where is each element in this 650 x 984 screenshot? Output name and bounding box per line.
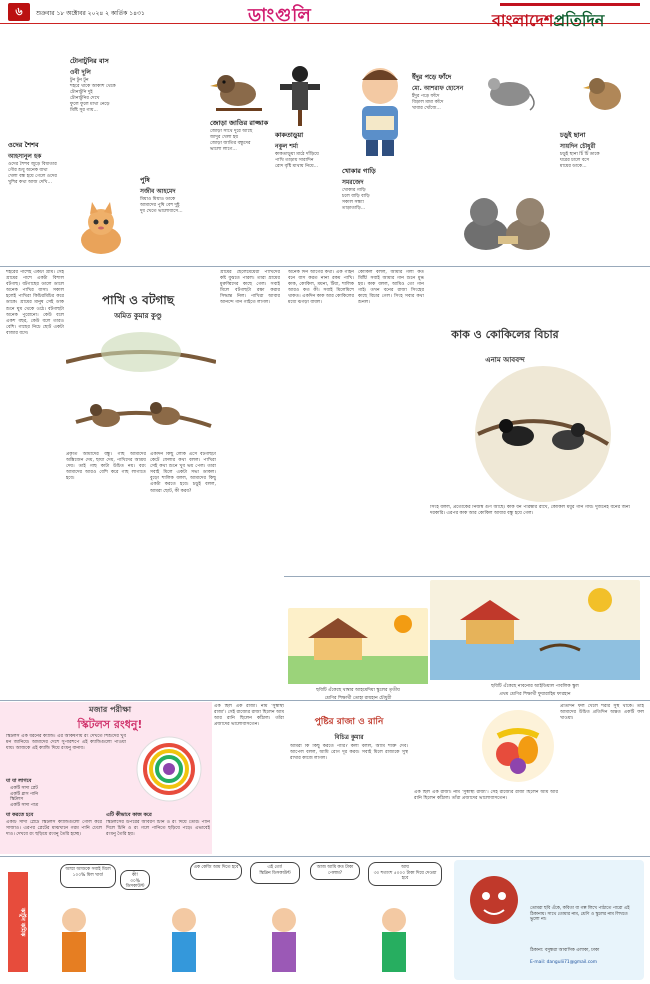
mouse-icon (480, 64, 535, 112)
section-divider (0, 700, 650, 701)
drawing-2-caption: ছবিটি এঁকেছে থাম্বার আহমেদিয়া স্কুলের তৃতীয় শ্রেণির শিক্ষার্থী তোহা রায়হান চৌধুরী (316, 688, 400, 701)
needs-heading: যা যা লাগবে (6, 778, 32, 784)
poem-body: চড়ুই ছানা চিঁ চিঁ ডাকে ঘরের চালে বসে মায়ের ডাকে... (560, 152, 600, 169)
boy-reading-illustration (340, 60, 420, 160)
scarecrow-illustration (275, 62, 325, 126)
village-drawing-icon (430, 580, 640, 680)
section-divider (0, 856, 650, 857)
rainbow-plate-icon (130, 734, 208, 804)
poem-2 (8, 140, 70, 186)
cats-icon (458, 186, 558, 256)
poem-body: কাকতাড়ুয়া মাঠে দাঁড়িয়ে পাখি তাড়ায় সারাদিন রোদ বৃষ্টি মাথায় নিয়ে... (275, 152, 319, 169)
birds-article-col4: প্রকৃতি আমাদের বন্ধু। গাছ আমাদের অক্সিজেন দেয়, ছায়া দেয়, পাখিদের আশ্রয় দেয়। তাই গাছ কাটা উচিত নয়। বরং আমাদের আরও বেশি করে গাছ লাগাতে হবে। (66, 452, 146, 482)
need-item: একটি সাদা প্লেট (10, 786, 38, 791)
poem-title: কাকতাড়ুয়া (275, 131, 304, 139)
poem-5 (275, 130, 337, 170)
mascot-icon (464, 870, 524, 930)
fruit-story-author: বিচিত্র কুমার (334, 734, 364, 741)
poem-author: সজীব আহমেদ (140, 188, 176, 195)
submission-text: তোমরা ছবি এঁকে, কবিতা বা গল্প লিখে পাঠাতে পারো এই ঠিকানায়। সাথে তোমার নাম, শ্রেণি ও স্কুলের নাম লিখতে ভুলো না। (530, 906, 630, 922)
section-divider (0, 266, 650, 267)
poem-title: টোনাটুনির বাস (70, 57, 109, 65)
header-accent-bar (500, 3, 640, 6)
birds-article-author: অমিত কুমার কুণ্ডু (114, 312, 162, 320)
supplement-logo: ডাংগুলি (248, 5, 312, 26)
poem-author: আহসানুল হক (8, 153, 42, 160)
crow-koel-illustration (468, 364, 618, 504)
crow-article-author: এনাম আববন্দ (485, 356, 525, 364)
fruit-story-title: পুষ্টির রাজা ও রানি (314, 717, 384, 727)
sparrow-illustration (206, 62, 268, 120)
house-drawing-icon (288, 608, 428, 684)
birds-article-title: পাখি ও বটগাছ (102, 293, 174, 307)
mascot-illustration (464, 870, 524, 930)
poem-author: মো. আশরাফ হোসেন (412, 85, 464, 92)
method-heading: যা করতে হবে (6, 812, 34, 818)
cat-icon (70, 200, 132, 258)
fruit-story-col1: এক ছিল এক রাজা। নাম 'সুস্বাস্থ্য রাজ্য'। সেই রাজ্যের রাজা ছিলেন আম আর রানি ছিলেন কাঁঠাল। তাঁরা প্রজাদের ভালোবাসতেন। (214, 704, 284, 728)
mouse-illustration (480, 64, 535, 112)
newspaper-logo (492, 8, 604, 35)
poem-1 (70, 56, 132, 114)
poem-title: জোড়া জাতির রাজ্জাক (210, 119, 269, 127)
submission-email[interactable]: E-mail: dangulii71@gmail.com (530, 960, 598, 965)
need-item: একটি সাদা পাত্র (10, 802, 39, 808)
poem-body: মিয়াও মিয়াও ডাকে আমাদের পুষি বেশ দুষ্টু দুধ খেতে ভালোবাসে... (140, 197, 183, 214)
crow-article-col3: সিংহ বলল, প্রত্যেকের নিজস্ব গুণ আছে। কাক বন পরিষ্কার রাখে, কোকিল মধুর গান গায়। দুজনেই বনের জন্য দরকারি। এরপর কাক আর কোকিল আবার বন্ধু হয়ে গেল। (430, 505, 630, 517)
need-item: স্কিটলস (10, 797, 23, 802)
bird-branch-icon (66, 322, 216, 448)
experiment-method: একটি সাদা প্লেটে স্কিটলস ক্যান্ডিগুলো গোল করে সাজাও। এরপর প্লেটের মাঝখানে গরম পানি ঢেলে দাও। দেখবে রং ছড়িয়ে রংধনু তৈরি হচ্ছে। (6, 820, 102, 838)
birds-article-col2: একদিন কিছু লোক এসে বটগাছটা কেটে ফেলার কথা বলল। পাখিরা সেই কথা শুনে খুব ভয় পেল। তারা সবাই মিলে একটা সভা ডাকল। বুড়ো শালিক বলল, আমাদের কিছু একটা করতে হবে। চড়ুই বলল, আমরা ছোট, কী করব? (150, 452, 216, 494)
section-divider (284, 576, 650, 577)
experiment-intro: স্কিটলস এক ধরনের ক্যান্ডি। এর আকর্ষণীয় রং দেখতে শিশুদের খুব মন জানিয়ে। আমাদের দেশে সুপারশপে এই ক্যান্ডিগুলো পাওয়া যায়। আজকে এই ক্যান্ডি দিয়ে রংধনু বানাব। (6, 734, 126, 752)
poem-title: ইঁদুর পড়ে ফাঁদে (412, 73, 452, 81)
poem-3 (140, 175, 202, 215)
experiment-heading: মজার পরীক্ষা (88, 705, 132, 714)
experiment-science: স্কিটলসের উপরের আবরণ চিনি ও রং দিয়ে তৈরি। পানি দিলে চিনি ও রং গলে পানিতে ছড়িয়ে পড়ে। এভাবেই রংধনু তৈরি হয়। (106, 820, 210, 838)
experiment-title: স্কিটলস রংধনু! (77, 718, 143, 731)
poem-title: চড়ুই ছানা (560, 131, 586, 139)
fruit-illustration (478, 706, 558, 786)
poem-6 (342, 166, 404, 212)
birds-article-col3: গ্রামের ছেলেমেয়েরা পাখিদের কষ্ট বুঝতে পারল। তারা গ্রামের মুরুব্বিদের কাছে গেল। সবাই মিলে বটগাছটা রক্ষা করার সিদ্ধান্ত নিল। পাখিরা আবার আনন্দে গান গাইতে লাগল। (220, 270, 280, 306)
fruits-icon (478, 706, 558, 786)
poem-body: ইঁদুর পড়ে ফাঁদে বিড়াল মামা কাঁদে খাবার খোঁজে... (412, 94, 444, 111)
fruit-story-col3: প্রতিদিন ফল খেলে শরীর সুস্থ থাকে। তাই আমাদের উচিত প্রতিদিন অন্তত একটি ফল খাওয়া। (560, 704, 644, 722)
cat-illustration (70, 200, 132, 258)
science-heading: এটি কীভাবে কাজ করে (106, 812, 152, 818)
crow-icon (468, 364, 618, 504)
sparrow-icon (206, 62, 268, 120)
child-drawing-1 (430, 580, 640, 680)
comic-bubble-5: আজ আমি কত টাকা পেলাম? (310, 862, 360, 880)
poem-body: ওদের শৈশব জুড়ে বিধাতার গৌর শুধু অনেক ব্যথা খেলা বন্ধ হয়ে গেলে ওদের খুশির কথা আজ দেখি... (8, 162, 57, 185)
poem-title: ওদের শৈশব (8, 141, 39, 149)
fruit-story-col2: আমরা কি কিছু করতে পারি? কলা বলল, আমি শক্তি দেব। আপেল বলল, আমি রোগ দূর করব। সবাই মিলে রাজ্যকে সুস্থ রাখার কাজে লাগল। (290, 744, 408, 762)
birds-tree-illustration (66, 322, 216, 448)
cats-illustration (458, 186, 558, 256)
need-item: একটি গ্লাস পানি (10, 791, 39, 797)
chick-illustration (575, 62, 635, 124)
drawing-1-caption: ছবিটি এঁকেছে নাবনোর আইডিয়াল পাবলিক স্কুল প্রথম শ্রেণির শিক্ষার্থী ফুয়ারাহিম ফারহান (491, 684, 579, 697)
crow-article-col1: অনেক দিন আগের কথা। এক গহিন বনে বাস করত নানা রকম পাখি। কাক, কোকিল, ময়না, টিয়া, শালিক আরও কত কী। সবাই মিলেমিশে থাকত। একদিন কাক আর কোকিলের মধ্যে ঝগড়া বাধল। (288, 270, 354, 306)
poem-author: সমরজেদ (342, 179, 364, 186)
poem-8 (560, 130, 630, 170)
poem-7 (412, 72, 474, 112)
newspaper-logo-a: বাংলাদেশ (492, 11, 554, 30)
poem-author: সায়দিন চৌধুরী (560, 143, 596, 150)
newspaper-logo-b: প্রতিদিন (553, 11, 605, 30)
poem-title: পুষি (140, 176, 150, 184)
scarecrow-icon (275, 62, 325, 126)
comic-bubble-6: আয় ৩০ শতাংশ ৫০০০ টাকা দিয়ে দেওয়া হবে (368, 862, 442, 886)
poem-body: খোকার গাড়ি চলে বাড়ি বাড়ি সকাল সন্ধ্যা তাড়াতাড়ি... (342, 188, 370, 211)
poem-body: টুন টুন টুন শহরে থাকে আকাশ থেকে টোনাটুনি দুই টোনাটুনির দেখে ফুলে ফুলে মাথা নেড়ে মিষ্টি সুর গায়... (70, 78, 116, 113)
skittles-image (130, 734, 208, 804)
comic-bubble-2: কী! ৩০% ডিসকাউন্ট (120, 870, 150, 890)
fruit-story-col4: এক ছিল এক রাজা। নাম 'সুস্বাস্থ্য রাজ্য'। সেই রাজ্যের রাজা ছিলেন আম আর রানি ছিলেন কাঁঠাল। তাঁরা প্রজাদের ভালোবাসতেন। (414, 790, 558, 802)
child-drawing-2 (288, 608, 428, 684)
poem-4 (210, 118, 272, 153)
submission-address: ঠিকানা: বসুন্ধরা আবাসিক এলাকা, ঢাকা (530, 948, 600, 953)
poem-body: জোড়া সাথে দুরে আছে জাদুর খেলা হয় জোড়া জাতির বন্ধুদের ভালো লাগে... (210, 129, 253, 152)
crow-article-title: কাক ও কোকিলের বিচার (451, 328, 559, 341)
poem-title: খোকার গাড়ি (342, 167, 376, 175)
comic-bubble-4: এই তো! স্কিপ্পিন ডিসকাউন্ট (250, 862, 300, 884)
poem-author: ওবী দুলি (70, 69, 91, 76)
comic-bubble-3: এক কেজি আম দিতে হবে (190, 862, 242, 880)
birds-article-col1: শহরের পাশেই একটা গ্রাম। সেই গ্রামের পাশে একটা বিশাল বটগাছ। বটগাছের ডালে ডালে অনেক পাখির বাসা। সকাল হলেই পাখিরা কিচিরমিচির করে ডাকে। গ্রামের মানুষ সেই ডাক শুনে ঘুম থেকে ওঠে। বটগাছটা অনেক পুরোনো। কেউ বলে একশ বছর, কেউ বলে তারও বেশি। গাছের নিচে ছোট একটা বাজার বসে। (6, 270, 64, 336)
chick-icon (575, 62, 635, 124)
boy-icon (340, 60, 420, 160)
needs-list (10, 786, 100, 808)
header-date: শুক্রবার ১৮ অক্টোবর ২০২৪ ২ কার্তিক ১৪৩১ (36, 10, 145, 17)
comic-side-label: কার্টুন কমিক (8, 872, 28, 972)
poem-author: নকুল শর্মা (275, 143, 298, 150)
crow-article-col2: কোকিল বলল, আমার গলা কত মিষ্টি! সবাই আমার গান শুনে মুগ্ধ হয়। কাক বলল, আমিও তো গান গাই। তখন বনের রাজা সিংহের কাছে বিচার গেল। সিংহ সবার কথা শুনল। (358, 270, 424, 306)
comic-bubble-1: আম্মা আজকে সবাই মিলে ১০০% মিল খাব! (60, 864, 116, 888)
page-number: ৬ (8, 3, 30, 21)
